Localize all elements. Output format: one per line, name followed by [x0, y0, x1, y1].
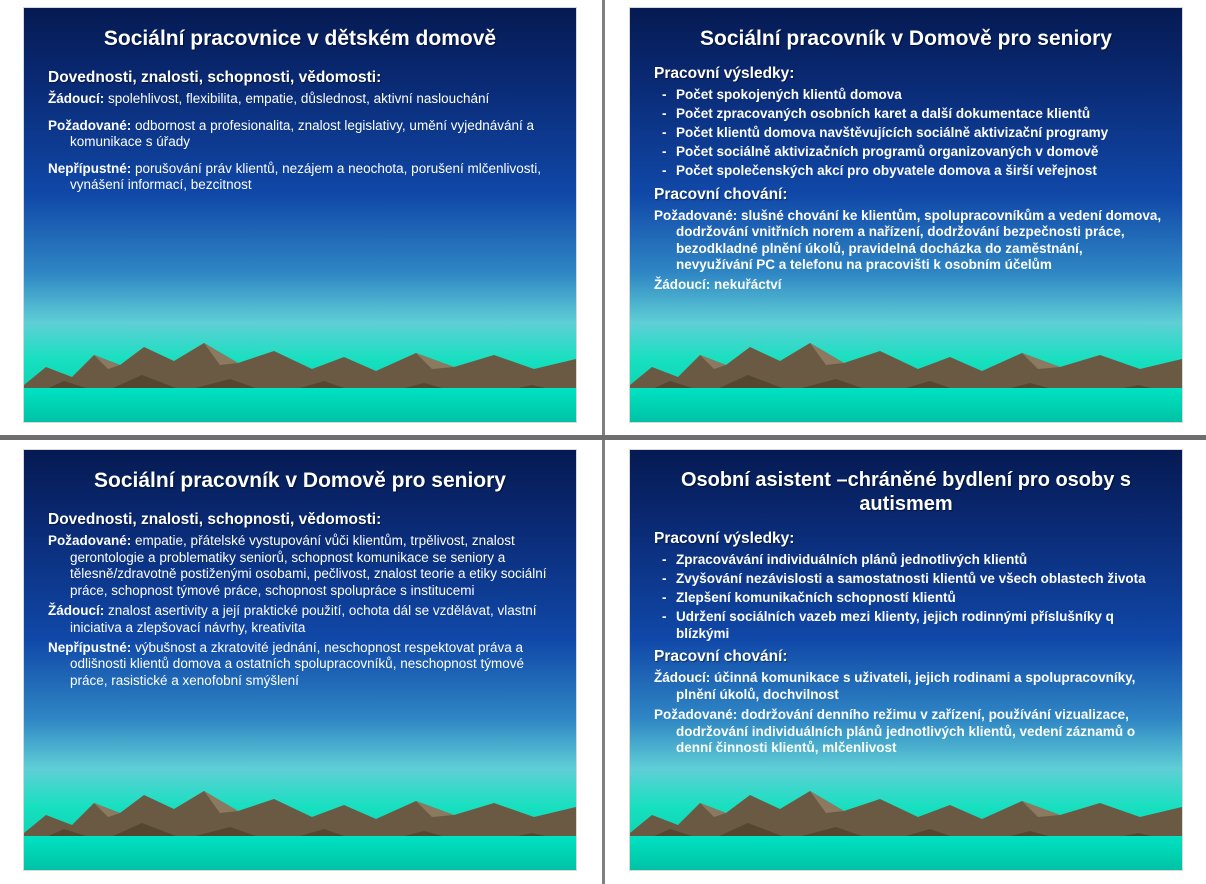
slide-2-item-2: Žádoucí: nekuřáctví: [654, 277, 782, 293]
slide-4: [630, 450, 1182, 870]
slide-1-item-1: Žádoucí: spolehlivost, flexibilita, empatie, důslednost, aktivní naslouchání: [48, 91, 490, 107]
slide-3-title: Sociální pracovník v Domově pro seniory: [94, 469, 506, 492]
water-band: [24, 388, 576, 422]
slide-cell-1: [0, 0, 600, 432]
slide-1-body: [24, 55, 576, 193]
horizontal-divider: [0, 435, 1206, 440]
water-band: [24, 836, 576, 870]
slide-cell-2: [606, 0, 1206, 432]
slide-3-item-1: Požadované: empatie, přátelské vystupování vůči klientům, trpělivost, znalost gerontologie a problematiky seniorů, schopnost komunikace se seniory a tělesně/zdravotně postiženými osobami, pečlivost, znalost teorie a etiky sociální práce, schopnost týmové práce, schopnost spolupráce s institucemi: [48, 533, 547, 598]
list-item: - Zpracovávání individuálních plánů jednotlivých klientů: [654, 552, 1162, 569]
vertical-divider: [602, 0, 605, 884]
slide-4-bullets: [654, 552, 1162, 642]
slide-3-item-2: Žádoucí: znalost asertivity a její praktické použití, ochota dál se vzdělávat, vlastní iniciativa a zlepšovací návrhy, kreativita: [48, 603, 537, 635]
slide-4-title: Osobní asistent –chráněné bydlení pro osoby s autismem: [680, 469, 1132, 515]
slide-1: [24, 8, 576, 422]
list-item: - Počet sociálně aktivizačních programů organizovaných v domově: [654, 144, 1162, 161]
water-band: [630, 388, 1182, 422]
slide-2-heading-1: Pracovní výsledky:: [654, 65, 795, 83]
list-item: - Počet zpracovaných osobních karet a další dokumentace klientů: [654, 106, 1162, 123]
list-item: - Počet spokojených klientů domova: [654, 87, 1162, 104]
slide-4-heading-2: Pracovní chování:: [654, 648, 788, 666]
list-item: - Počet společenských akcí pro obyvatele domova a širší veřejnost: [654, 163, 1162, 180]
slide-4-heading-1: Pracovní výsledky:: [654, 530, 795, 547]
list-item: - Počet klientů domova navštěvujících sociálně aktivizační programy: [654, 125, 1162, 142]
slide-3-body: [24, 497, 576, 689]
list-item: - Zvyšování nezávislosti a samostatnosti klientů ve všech oblastech života: [654, 571, 1162, 588]
slide-4-body: [630, 520, 1182, 757]
slide-3: [24, 450, 576, 870]
slide-2-bullets: [654, 87, 1162, 179]
slide-1-item-3: Nepřípustné: porušování práv klientů, nezájem a neochota, porušení mlčenlivosti, vynášení informací, bezcitnost: [48, 160, 541, 193]
slide-cell-3: [0, 442, 600, 884]
slide-2-body: [630, 55, 1182, 294]
slide-3-heading: Dovednosti, znalosti, schopnosti, vědomosti:: [48, 511, 382, 529]
slide-2-item-1: Požadované: slušné chování ke klientům, spolupracovníkům a vedení domova, dodržování vnitřních norem a nařízení, dodržování bezpečnosti práce, bezodkladné plnění úkolů, pravidelná docházka do zaměstnání, nevyužívání PC a telefonu na pracovišti k osobním účelům: [654, 207, 1162, 272]
list-item: - Zlepšení komunikačních schopností klientů: [654, 590, 1162, 607]
slide-3-item-3: Nepřípustné: výbušnost a zkratovité jednání, neschopnost respektovat práva a odlišnosti klientů domova a ostatních spolupracovníků, neschopnost týmové práce, rasistické a xenofobní smýšlení: [48, 640, 525, 688]
slide-2: [630, 8, 1182, 422]
slide-1-title: Sociální pracovnice v dětském domově: [103, 27, 497, 50]
slide-2-heading-2: Pracovní chování:: [654, 185, 788, 203]
slide-1-heading: Dovednosti, znalosti, schopnosti, vědomosti:: [48, 69, 382, 87]
slide-cell-4: [606, 442, 1206, 884]
list-item: - Udržení sociálních vazeb mezi klienty, jejich rodinnými příslušníky q blízkými: [654, 609, 1162, 643]
slide-2-title: Sociální pracovník v Domově pro seniory: [700, 27, 1112, 50]
slide-4-item-2: Požadované: dodržování denního režimu v zařízení, používání vizualizace, dodržování individuálních plánů jednotlivých klientů, vedení záznamů o denní činnosti klientů, mlčenlivost: [654, 707, 1136, 756]
slide-4-item-1: Žádoucí: účinná komunikace s uživateli, jejich rodinami a spolupracovníky, plnění úkolů, dochvilnost: [654, 670, 1136, 702]
slide-1-item-2: Požadované: odbornost a profesionalita, znalost legislativy, umění vyjednávání a komunikace s úřady: [48, 117, 535, 150]
water-band: [630, 836, 1182, 870]
